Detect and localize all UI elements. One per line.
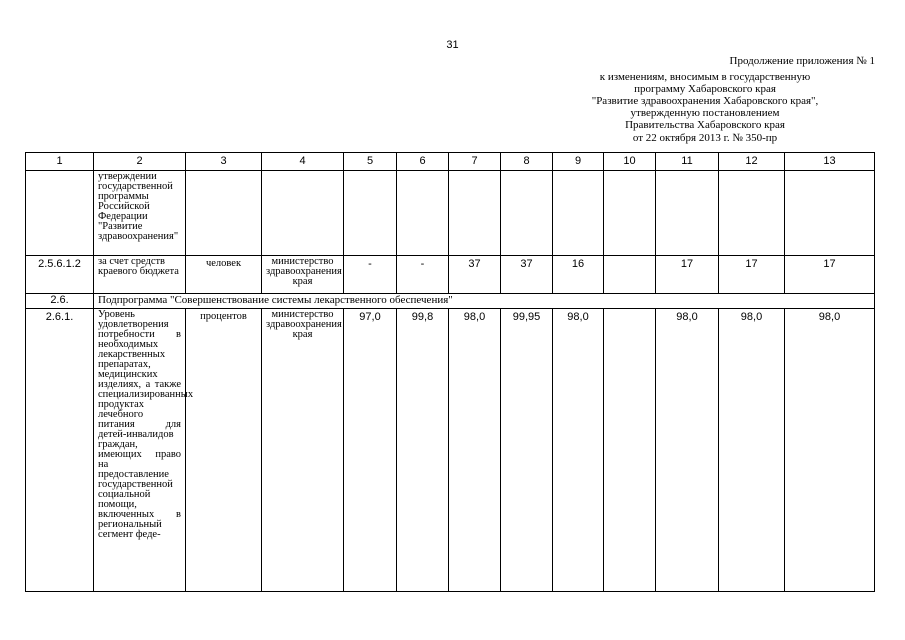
col-header: 8 — [501, 153, 553, 171]
table-row — [26, 171, 875, 256]
cell-number: 2.5.6.1.2 — [26, 256, 94, 294]
cell-value: 98,0 — [656, 309, 719, 592]
appendix-line-5: утвержденную постановлением — [630, 107, 780, 119]
cell-value: 37 — [501, 256, 553, 294]
appendix-line-6: Правительства Хабаровского края — [625, 119, 785, 131]
cell-empty — [344, 171, 397, 256]
appendix-line-7: от 22 октября 2013 г. № 350-пр — [632, 132, 778, 144]
cell-responsible: министерство здравоохранения края — [262, 309, 344, 592]
cell-value: - — [344, 256, 397, 294]
appendix-line-2: к изменениям, вносимым в государственную — [599, 71, 811, 83]
col-header: 5 — [344, 153, 397, 171]
cell-value: 37 — [449, 256, 501, 294]
cell-empty — [501, 171, 553, 256]
cell-empty — [604, 171, 656, 256]
cell-number: 2.6.1. — [26, 309, 94, 592]
cell-description: утверждении государственной программы Российской Федерации "Развитие здравоохранения" — [94, 171, 186, 256]
col-header: 13 — [785, 153, 875, 171]
cell-value — [604, 256, 656, 294]
cell-subprogram-title: Подпрограмма "Совершенствование системы лекарственного обеспечения" — [94, 294, 875, 309]
col-header: 7 — [449, 153, 501, 171]
cell-empty — [26, 171, 94, 256]
table-row — [26, 256, 875, 294]
col-header: 3 — [186, 153, 262, 171]
cell-empty — [397, 171, 449, 256]
cell-empty — [449, 171, 501, 256]
col-header: 1 — [26, 153, 94, 171]
cell-empty — [656, 171, 719, 256]
col-header: 12 — [719, 153, 785, 171]
cell-value: 98,0 — [719, 309, 785, 592]
cell-empty — [785, 171, 875, 256]
cell-empty — [719, 171, 785, 256]
cell-value: 97,0 — [344, 309, 397, 592]
cell-description: Уровень удовлетворения потребности в необходимых лекарственных препаратах, медицинских изделиях, а также специализированных продуктах лечебного питания для детей-инвалидов граждан, имеющих право на предоставление государственной социальной помощи, включенных в региональный сегмент феде- — [94, 309, 186, 592]
appendix-line-4: "Развитие здравоохранения Хабаровского края", — [591, 95, 819, 107]
col-header: 11 — [656, 153, 719, 171]
cell-unit: процентов — [186, 309, 262, 592]
cell-empty — [186, 171, 262, 256]
page-number: 31 — [446, 39, 459, 51]
cell-empty — [553, 171, 604, 256]
col-header: 6 — [397, 153, 449, 171]
cell-value: 17 — [719, 256, 785, 294]
header-row — [26, 153, 875, 171]
cell-value: 98,0 — [553, 309, 604, 592]
cell-unit: человек — [186, 256, 262, 294]
cell-empty — [262, 171, 344, 256]
cell-value — [604, 309, 656, 592]
table-row — [26, 309, 875, 592]
col-header: 4 — [262, 153, 344, 171]
cell-responsible: министерство здравоохранения края — [262, 256, 344, 294]
cell-value: 98,0 — [785, 309, 875, 592]
cell-value: 99,8 — [397, 309, 449, 592]
appendix-line-3: программу Хабаровского края — [634, 83, 776, 95]
table-row — [26, 294, 875, 309]
indicators-table — [25, 152, 875, 592]
cell-value: 98,0 — [449, 309, 501, 592]
cell-value: - — [397, 256, 449, 294]
appendix-continuation: Продолжение приложения № 1 — [729, 55, 875, 67]
cell-number: 2.6. — [26, 294, 94, 309]
col-header: 10 — [604, 153, 656, 171]
cell-description: за счет средств краевого бюджета — [94, 256, 186, 294]
cell-value: 99,95 — [501, 309, 553, 592]
col-header: 2 — [94, 153, 186, 171]
col-header: 9 — [553, 153, 604, 171]
cell-value: 17 — [656, 256, 719, 294]
cell-value: 17 — [785, 256, 875, 294]
cell-value: 16 — [553, 256, 604, 294]
